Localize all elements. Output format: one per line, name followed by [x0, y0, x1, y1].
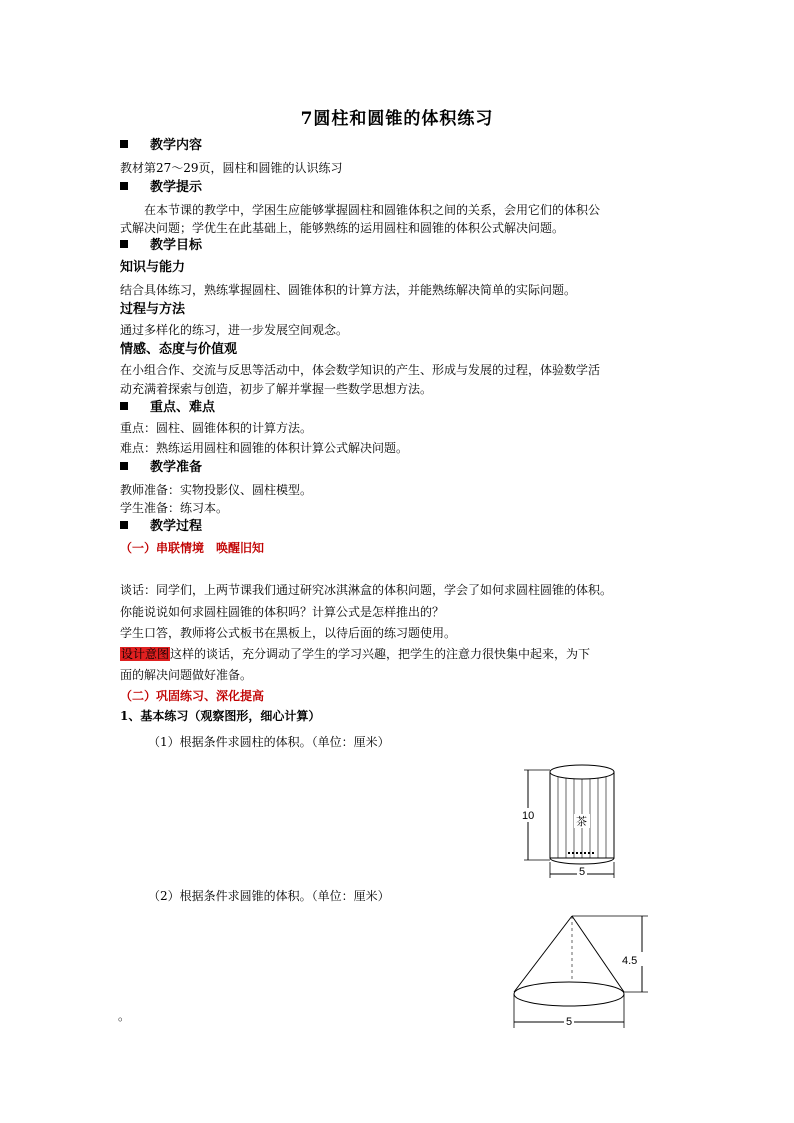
talk-line-1: 谈话：同学们，上两节课我们通过研究冰淇淋盒的体积问题，学会了如何求圆柱圆锥的体积。: [120, 583, 613, 597]
end-mark: 。: [118, 1009, 131, 1023]
cylinder-figure: [516, 762, 626, 882]
step2-title: （二）巩固练习、深化提高: [120, 689, 265, 703]
emotion-line-1: 在小组合作、交流与反思等活动中，体会数学知识的产生、形成与发展的过程，体验数学活: [120, 363, 601, 377]
question-1: （1）根据条件求圆柱的体积。（单位：厘米）: [148, 735, 390, 749]
bullet-square-icon: [120, 182, 128, 190]
bullet-square-icon: [120, 402, 128, 410]
cone-height-label: 4.5: [622, 955, 638, 967]
knowledge-text: 结合具体练习，熟练掌握圆柱、圆锥体积的计算方法，并能熟练解决简单的实际问题。: [120, 283, 577, 297]
section-heading: 重点、难点: [150, 400, 216, 415]
section-prep: [120, 460, 202, 476]
design-intent-tag: 设计意图: [121, 647, 170, 661]
bullet-square-icon: [120, 521, 128, 529]
teacher-prep: 教师准备：实物投影仪、圆柱模型。: [120, 483, 313, 497]
hint-line-2: 式解决问题；学优生在此基础上，能够熟练的运用圆柱和圆锥的体积公式解决问题。: [120, 221, 565, 235]
section-key: [120, 400, 215, 416]
difficulty-text: 难点：熟练运用圆柱和圆锥的体积计算公式解决问题。: [120, 441, 409, 455]
bullet-square-icon: [120, 140, 128, 148]
section-hint: [120, 180, 202, 196]
process-heading: 过程与方法: [120, 302, 186, 317]
key-text: 重点：圆柱、圆锥体积的计算方法。: [120, 421, 313, 435]
content-text: 教材第27～29页，圆柱和圆锥的认识练习: [120, 161, 343, 175]
answer-line: 学生口答，教师将公式板书在黑板上，以待后面的练习题使用。: [120, 626, 457, 640]
cylinder-diameter-label: 5: [579, 866, 586, 878]
cone-figure: [508, 912, 660, 1032]
section-goals: [120, 238, 202, 254]
section-heading: 教学目标: [150, 238, 203, 253]
hint-line-1: 在本节课的教学中，学困生应能够掌握圆柱和圆锥体积之间的关系，会用它们的体积公: [144, 203, 601, 217]
page-title: 7圆柱和圆锥的体积练习: [300, 109, 494, 129]
emotion-heading: 情感、态度与价值观: [120, 342, 238, 357]
question-2: （2）根据条件求圆锥的体积。（单位：厘米）: [148, 889, 390, 903]
knowledge-heading: 知识与能力: [120, 260, 186, 275]
design-line-2: 面的解决问题做好准备。: [120, 668, 253, 682]
section-heading: 教学过程: [150, 519, 203, 534]
emotion-line-2: 动充满着探索与创造，初步了解并掌握一些数学思想方法。: [120, 382, 433, 396]
student-prep: 学生准备：练习本。: [120, 501, 229, 515]
design-text: 这样的谈话，充分调动了学生的学习兴趣，把学生的注意力很快集中起来，为下: [170, 647, 591, 661]
exercise-1: 1、基本练习（观察图形，细心计算）: [120, 709, 321, 723]
bullet-square-icon: [120, 462, 128, 470]
bullet-square-icon: [120, 240, 128, 248]
section-heading: 教学提示: [150, 180, 203, 195]
cylinder-tea-label: 茶: [576, 816, 587, 828]
section-heading: 教学内容: [150, 138, 203, 153]
design-line-1: [120, 646, 590, 662]
process-text: 通过多样化的练习，进一步发展空间观念。: [120, 323, 349, 337]
svg-text:.: .: [516, 810, 520, 822]
step1-title: （一）串联情境 唤醒旧知: [120, 541, 265, 555]
cylinder-height-label: 10: [522, 810, 535, 822]
section-content: [120, 138, 202, 154]
section-heading: 教学准备: [150, 460, 203, 475]
talk-line-2: 你能说说如何求圆柱圆锥的体积吗？计算公式是怎样推出的？: [120, 605, 445, 619]
cone-diameter-label: 5: [566, 1016, 573, 1028]
section-process: [120, 519, 202, 535]
